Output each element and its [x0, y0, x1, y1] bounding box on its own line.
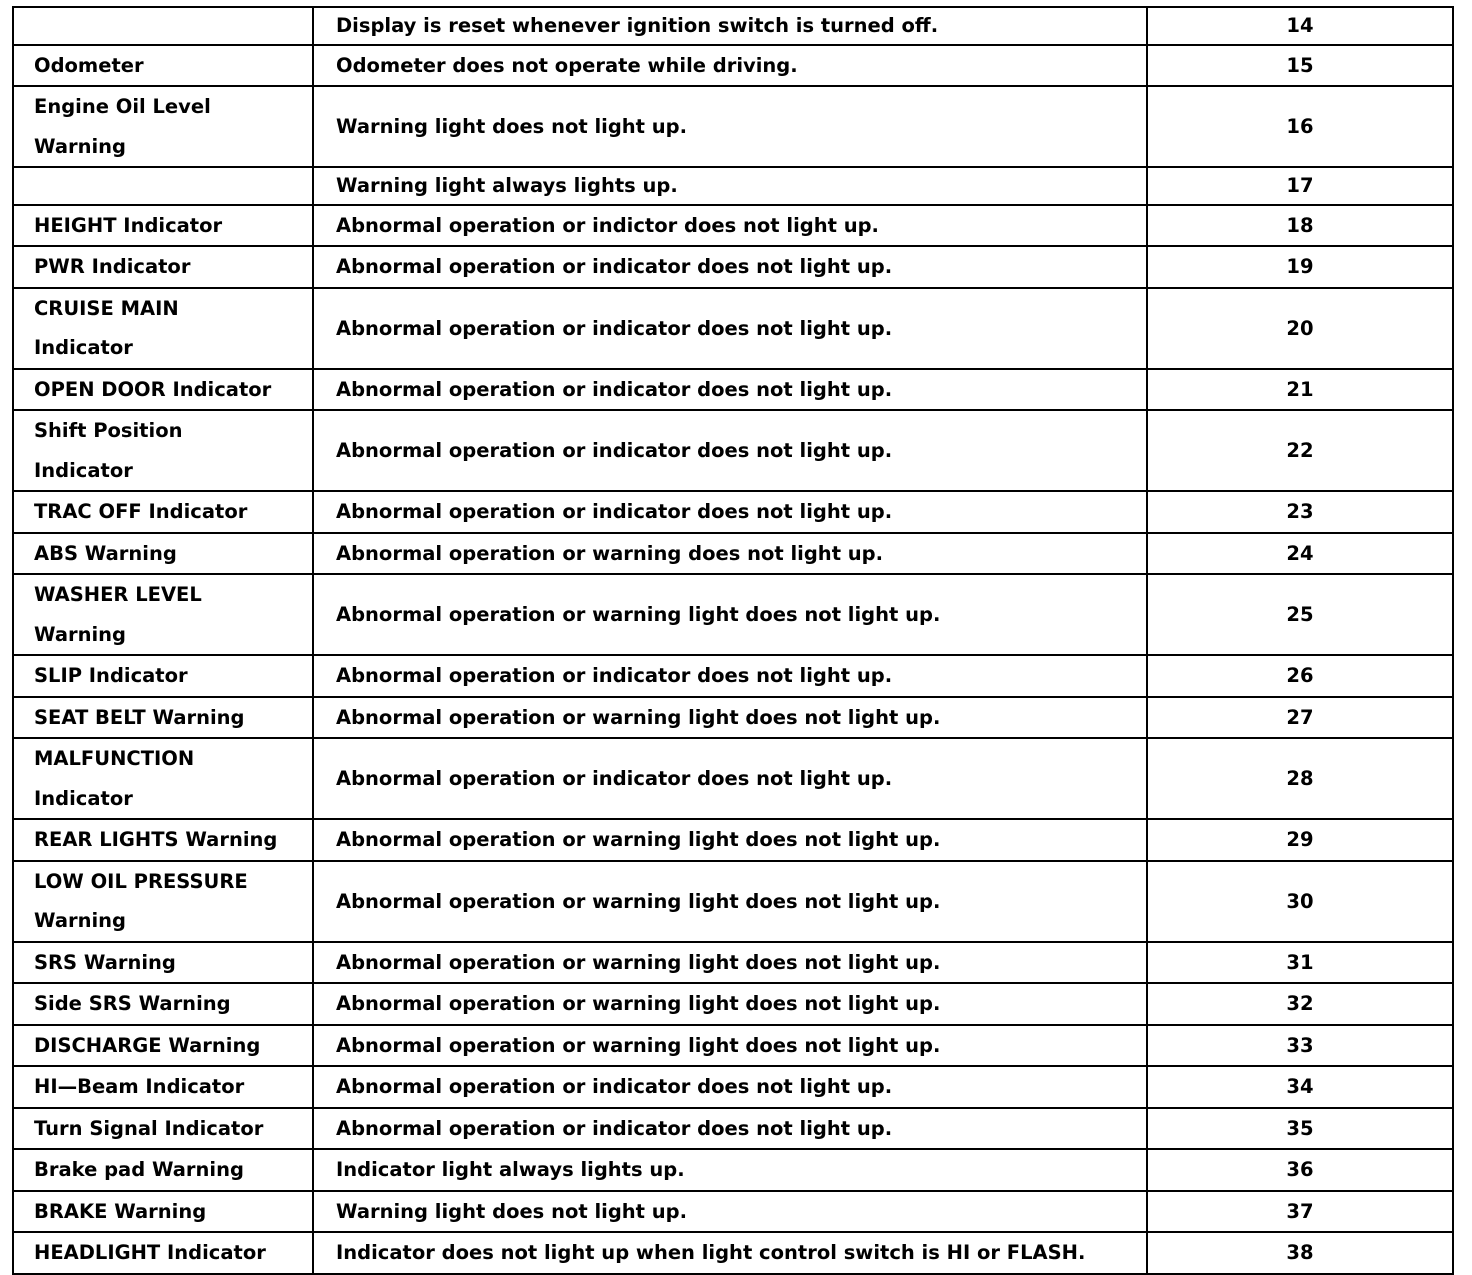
table-row: [13, 205, 1453, 247]
section-number-cell: 28: [1147, 738, 1453, 819]
symptom-cell: Abnormal operation or indicator does not light up.: [313, 369, 1147, 411]
system-name: HEIGHT Indicator: [34, 213, 223, 237]
table-body: [13, 7, 1453, 1274]
symptom-cell: Abnormal operation or warning does not light up.: [313, 533, 1147, 575]
table-row: [13, 1149, 1453, 1191]
system-cell: [13, 1108, 313, 1150]
section-number-cell: 18: [1147, 205, 1453, 247]
section-number-cell: 23: [1147, 491, 1453, 533]
symptom-cell: Abnormal operation or indicator does not light up.: [313, 410, 1147, 491]
section-number-cell: 36: [1147, 1149, 1453, 1191]
system-cell: [13, 819, 313, 861]
symptom-cell: Abnormal operation or warning light does not light up.: [313, 983, 1147, 1025]
symptom-cell: Abnormal operation or indicator does not light up.: [313, 491, 1147, 533]
troubleshooting-page: [12, 6, 1452, 1275]
table-row: [13, 1066, 1453, 1108]
system-name: CRUISE MAIN Indicator: [34, 296, 179, 359]
section-number-cell: 19: [1147, 246, 1453, 288]
system-cell: [13, 410, 313, 491]
system-name: REAR LIGHTS Warning: [34, 828, 278, 851]
system-cell: [13, 1025, 313, 1067]
symptom-table: [12, 6, 1454, 1275]
section-number-cell: 20: [1147, 288, 1453, 369]
symptom-cell: Abnormal operation or warning light does not light up.: [313, 942, 1147, 984]
system-cell: [13, 697, 313, 739]
system-name: LOW OIL PRESSURE Warning: [34, 869, 248, 932]
system-name: MALFUNCTION Indicator: [34, 747, 195, 810]
system-name: Engine Oil Level Warning: [34, 95, 211, 158]
system-name: BRAKE Warning: [34, 1199, 207, 1223]
section-number-cell: 37: [1147, 1191, 1453, 1233]
system-name: Shift Position Indicator: [34, 419, 183, 482]
system-cell: [13, 45, 313, 87]
system-name: TRAC OFF Indicator: [34, 500, 248, 523]
system-name: OPEN DOOR Indicator: [34, 377, 272, 401]
symptom-cell: Abnormal operation or warning light does not light up.: [313, 819, 1147, 861]
table-row: [13, 7, 1453, 45]
section-number-cell: 27: [1147, 697, 1453, 739]
table-row: [13, 738, 1453, 819]
table-row: [13, 861, 1453, 942]
table-row: [13, 819, 1453, 861]
table-row: [13, 697, 1453, 739]
section-number-cell: 25: [1147, 574, 1453, 655]
symptom-cell: Abnormal operation or warning light does not light up.: [313, 861, 1147, 942]
table-row: [13, 369, 1453, 411]
section-number-cell: 16: [1147, 86, 1453, 167]
system-cell: [13, 983, 313, 1025]
symptom-cell: Abnormal operation or indicator does not light up.: [313, 655, 1147, 697]
system-cell: [13, 574, 313, 655]
section-number-cell: 31: [1147, 942, 1453, 984]
table-row: [13, 86, 1453, 167]
system-cell: [13, 205, 313, 247]
system-name: Side SRS Warning: [34, 992, 231, 1015]
system-cell: [13, 1149, 313, 1191]
system-cell: [13, 533, 313, 575]
table-row: [13, 288, 1453, 369]
symptom-cell: Indicator light always lights up.: [313, 1149, 1147, 1191]
system-name: SRS Warning: [34, 950, 176, 974]
table-row: [13, 1232, 1453, 1274]
system-name: HEADLIGHT Indicator: [34, 1241, 266, 1264]
section-number-cell: 17: [1147, 167, 1453, 205]
system-name: Brake pad Warning: [34, 1158, 244, 1181]
section-number-cell: 29: [1147, 819, 1453, 861]
system-cell: [13, 942, 313, 984]
system-cell: [13, 1232, 313, 1274]
symptom-cell: Abnormal operation or warning light does not light up.: [313, 1025, 1147, 1067]
table-row: [13, 1025, 1453, 1067]
symptom-cell: Abnormal operation or indicator does not light up.: [313, 1108, 1147, 1150]
system-cell: [13, 491, 313, 533]
table-row: [13, 246, 1453, 288]
section-number-cell: 33: [1147, 1025, 1453, 1067]
symptom-cell: Abnormal operation or warning light does not light up.: [313, 574, 1147, 655]
system-cell: [13, 1066, 313, 1108]
symptom-cell: Warning light does not light up.: [313, 1191, 1147, 1233]
table-row: [13, 942, 1453, 984]
section-number-cell: 14: [1147, 7, 1453, 45]
system-cell: [13, 246, 313, 288]
system-cell: [13, 86, 313, 167]
system-name: DISCHARGE Warning: [34, 1033, 261, 1057]
table-row: [13, 167, 1453, 205]
table-row: [13, 655, 1453, 697]
section-number-cell: 35: [1147, 1108, 1453, 1150]
symptom-cell: Abnormal operation or indicator does not light up.: [313, 246, 1147, 288]
table-row: [13, 983, 1453, 1025]
system-name: HI—Beam Indicator: [34, 1075, 245, 1098]
system-cell: [13, 369, 313, 411]
table-row: [13, 491, 1453, 533]
symptom-cell: Display is reset whenever ignition switch is turned off.: [313, 7, 1147, 45]
symptom-cell: Abnormal operation or indicator does not light up.: [313, 288, 1147, 369]
system-name: PWR Indicator: [34, 255, 191, 278]
symptom-cell: Warning light always lights up.: [313, 167, 1147, 205]
table-row: [13, 1191, 1453, 1233]
section-number-cell: 34: [1147, 1066, 1453, 1108]
system-name: Turn Signal Indicator: [34, 1116, 264, 1140]
section-number-cell: 38: [1147, 1232, 1453, 1274]
symptom-cell: Odometer does not operate while driving.: [313, 45, 1147, 87]
symptom-cell: Abnormal operation or indicator does not light up.: [313, 738, 1147, 819]
table-row: [13, 410, 1453, 491]
system-name: WASHER LEVEL Warning: [34, 583, 202, 646]
system-name: SEAT BELT Warning: [34, 705, 245, 729]
section-number-cell: 32: [1147, 983, 1453, 1025]
section-number-cell: 24: [1147, 533, 1453, 575]
symptom-cell: Warning light does not light up.: [313, 86, 1147, 167]
symptom-cell: Abnormal operation or indictor does not light up.: [313, 205, 1147, 247]
system-cell: [13, 861, 313, 942]
symptom-cell: Indicator does not light up when light control switch is HI or FLASH.: [313, 1232, 1147, 1274]
system-cell: [13, 738, 313, 819]
section-number-cell: 15: [1147, 45, 1453, 87]
section-number-cell: 22: [1147, 410, 1453, 491]
table-row: [13, 533, 1453, 575]
system-cell: [13, 288, 313, 369]
system-cell: [13, 655, 313, 697]
symptom-cell: Abnormal operation or warning light does not light up.: [313, 697, 1147, 739]
system-name: ABS Warning: [34, 541, 177, 565]
table-row: [13, 574, 1453, 655]
system-name: SLIP Indicator: [34, 664, 188, 687]
section-number-cell: 21: [1147, 369, 1453, 411]
table-row: [13, 1108, 1453, 1150]
system-cell: [13, 7, 313, 45]
system-cell: [13, 167, 313, 205]
section-number-cell: 30: [1147, 861, 1453, 942]
system-cell: [13, 1191, 313, 1233]
symptom-cell: Abnormal operation or indicator does not light up.: [313, 1066, 1147, 1108]
table-row: [13, 45, 1453, 87]
system-name: Odometer: [34, 53, 144, 77]
section-number-cell: 26: [1147, 655, 1453, 697]
